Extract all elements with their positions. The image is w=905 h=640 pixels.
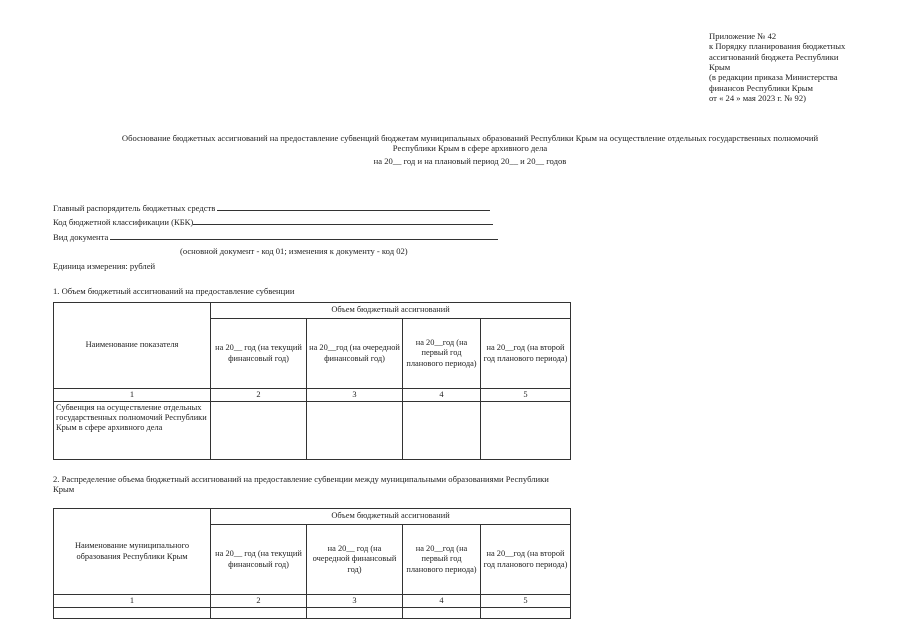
column-number: 4: [403, 595, 481, 608]
value-cell[interactable]: [307, 608, 403, 619]
appendix-line: (в редакции приказа Министерства: [709, 72, 838, 83]
column-number: 1: [54, 595, 211, 608]
title-line-1: Обоснование бюджетных ассигнований на предоставление субвенций бюджетам муниципальных образований Республики Крым на осуществление отдельных государственных полномочий: [121, 133, 819, 143]
column-header: на 20__год (на первый год планового периода): [403, 319, 481, 389]
kbk-blank[interactable]: [193, 216, 493, 225]
column-number: 5: [481, 389, 571, 402]
appendix-line: от « 24 » мая 2023 г. № 92): [709, 92, 807, 103]
value-cell[interactable]: [403, 402, 481, 460]
column-number: 1: [54, 389, 211, 402]
column-header: на 20__ год (на очередной финансовый год): [307, 525, 403, 595]
doc-type-blank[interactable]: [110, 231, 498, 240]
doc-type-label: Вид документа: [53, 232, 109, 242]
appendix-note: [709, 31, 899, 103]
budget-table-1: [53, 302, 571, 460]
appendix-line: к Порядку планирования бюджетных: [709, 41, 846, 52]
column-header: на 20__ год (на текущий финансовый год): [211, 525, 307, 595]
indicator-header: Наименование показателя: [54, 303, 211, 389]
appendix-line: финансов Республики Крым: [709, 82, 813, 93]
table-row: [54, 595, 571, 608]
units-label: Единица измерения: рублей: [53, 261, 156, 271]
value-cell[interactable]: [307, 402, 403, 460]
distributor-label: Главный распорядитель бюджетных средств: [53, 203, 216, 213]
doc-type-note: (основной документ - код 01; изменения к документу - код 02): [180, 246, 408, 256]
appendix-line: Приложение № 42: [709, 31, 777, 41]
table-row: [54, 608, 571, 619]
value-cell[interactable]: [54, 608, 211, 619]
indicator-header: Наименование муниципального образования Республики Крым: [54, 509, 211, 595]
column-header: на 20__год (на второй год планового периода): [481, 319, 571, 389]
section-1-heading: 1. Объем бюджетный ассигнований на предоставление субвенции: [53, 286, 295, 296]
column-number: 3: [307, 595, 403, 608]
group-header: Объем бюджетный ассигнований: [211, 509, 571, 525]
doc-type-field: [53, 231, 498, 242]
column-number: 4: [403, 389, 481, 402]
document-title: [40, 133, 900, 166]
value-cell[interactable]: [403, 608, 481, 619]
value-cell[interactable]: [481, 402, 571, 460]
table-row: [54, 402, 571, 460]
group-header: Объем бюджетный ассигнований: [211, 303, 571, 319]
appendix-line: ассигнований бюджета Республики: [709, 51, 839, 62]
value-cell[interactable]: [211, 608, 307, 619]
value-cell[interactable]: [481, 608, 571, 619]
distributor-field: [53, 202, 490, 213]
distributor-blank[interactable]: [217, 202, 490, 211]
column-number: 2: [211, 389, 307, 402]
table-row: [54, 303, 571, 319]
appendix-line: Крым: [709, 61, 731, 72]
section-2-heading: 2. Распределение объема бюджетный ассигнований на предоставление субвенции между муниципальными образованиями Республики Крым: [53, 474, 549, 495]
column-number: 3: [307, 389, 403, 402]
column-header: на 20__год (на очередной финансовый год): [307, 319, 403, 389]
column-number: 5: [481, 595, 571, 608]
title-line-3: на 20__ год и на плановый период 20__ и 20__ годов: [373, 155, 567, 166]
table-row: [54, 389, 571, 402]
column-header: на 20__ год (на текущий финансовый год): [211, 319, 307, 389]
kbk-label: Код бюджетной классификации (КБК): [53, 217, 194, 227]
title-line-2: Республики Крым в сфере архивного дела: [392, 143, 548, 154]
table-row: [54, 509, 571, 525]
kbk-field: [53, 216, 493, 227]
column-header: на 20__год (на второй год планового периода): [481, 525, 571, 595]
row-label: Субвенция на осуществление отдельных государственных полномочий Республики Крым в сфере архивного дела: [54, 402, 211, 460]
budget-table-2: [53, 508, 571, 619]
column-header: на 20__год (на первый год планового периода): [403, 525, 481, 595]
column-number: 2: [211, 595, 307, 608]
value-cell[interactable]: [211, 402, 307, 460]
